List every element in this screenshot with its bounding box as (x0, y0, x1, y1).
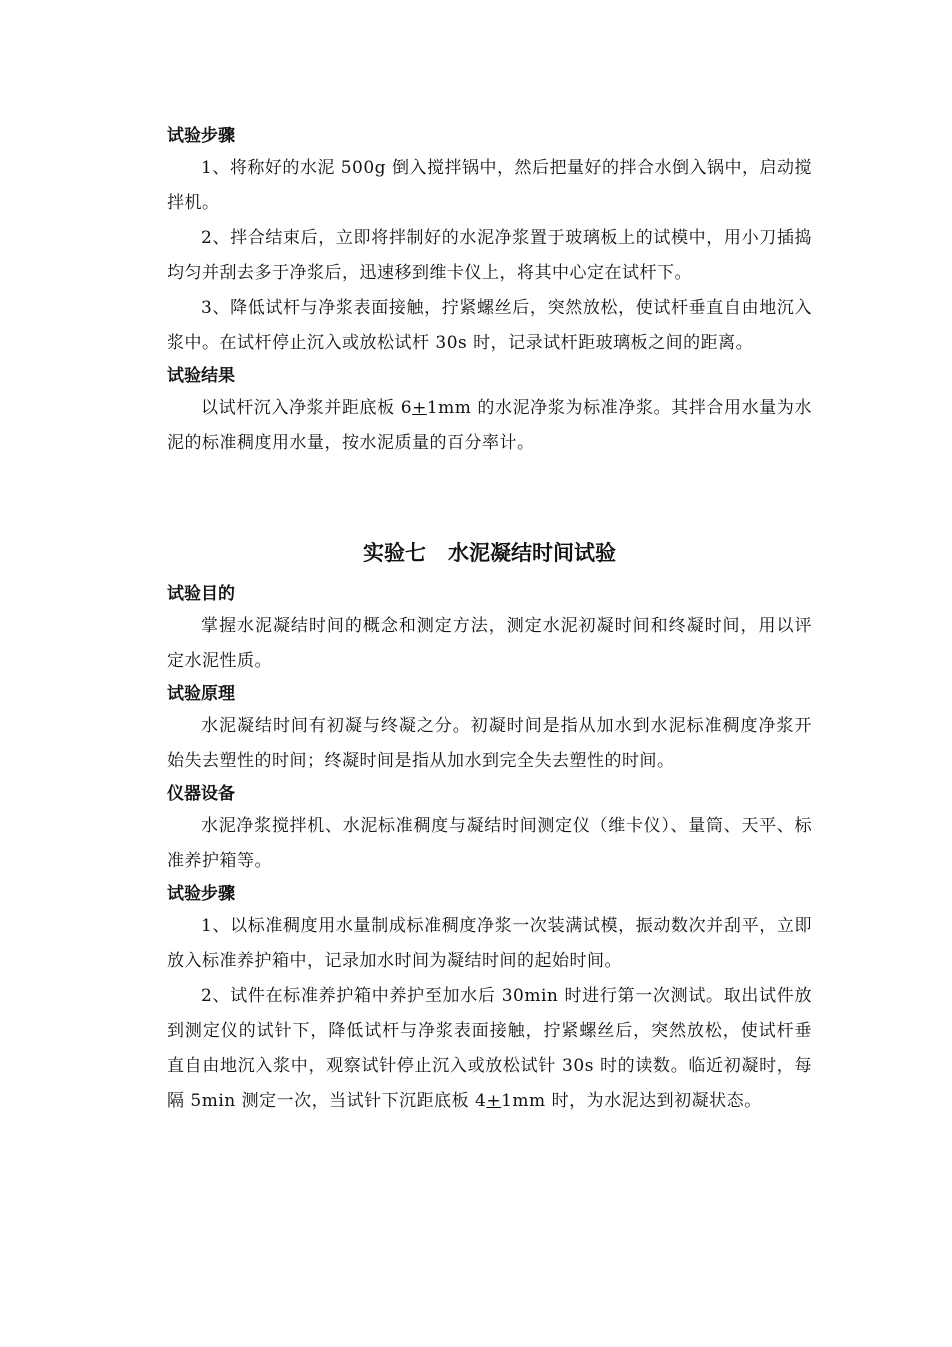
step-1-a: 1、将称好的水泥 500g 倒入搅拌锅中，然后把量好的拌合水倒入锅中，启动搅拌机。 (167, 158, 812, 213)
result-text-before: 以试杆沉入净浆并距底板 6 (201, 398, 413, 418)
plus-minus-symbol: + (412, 398, 427, 418)
step-3-a: 3、降低试杆与净浆表面接触，拧紧螺丝后，突然放松，使试杆垂直自由地沉入浆中。在试杆停止沉入或放松试杆 30s 时，记录试杆距玻璃板之间的距离。 (167, 298, 812, 353)
step-2-a: 2、拌合结束后，立即将拌制好的水泥净浆置于玻璃板上的试模中，用小刀插捣均匀并刮去多于净浆后，迅速移到维卡仪上，将其中心定在试杆下。 (167, 228, 812, 283)
step-2-b-text-after: 1mm 时，为水泥达到初凝状态。 (501, 1091, 762, 1111)
result-text-after: 1mm 的水泥净浆为标准净浆。其拌合用水量为水泥的标准稠度用水量，按水泥质量的百分率计。 (167, 398, 812, 453)
plus-minus-symbol-b: + (486, 1091, 502, 1111)
section-heading-principle: 试验原理 (167, 684, 235, 704)
step-1-b: 1、以标准稠度用水量制成标准稠度净浆一次装满试模，振动数次并刮平，立即放入标准养护箱中，记录加水时间为凝结时间的起始时间。 (167, 916, 812, 971)
result-paragraph (167, 391, 812, 461)
step-2-b-text-before: 2、试件在标准养护箱中养护至加水后 30min 时进行第一次测试。取出试件放到测定仪的试针下，降低试杆与净浆表面接触，拧紧螺丝后，突然放松，使试杆垂直自由地沉入浆中，观察试针停止沉入或放松试针 30s 时的读数。临近初凝时，每隔 5min 测定一次，当试针下沉距底板 4 (167, 986, 812, 1111)
section-heading-steps-a: 试验步骤 (167, 126, 235, 146)
section-heading-steps-b: 试验步骤 (167, 884, 235, 904)
equipment-paragraph: 水泥净浆搅拌机、水泥标准稠度与凝结时间测定仪（维卡仪）、量筒、天平、标准养护箱等。 (167, 816, 812, 871)
step-2-b (167, 979, 812, 1119)
section-heading-purpose: 试验目的 (167, 584, 235, 604)
experiment-title: 实验七 水泥凝结时间试验 (363, 541, 616, 565)
section-heading-equipment: 仪器设备 (167, 784, 235, 804)
document-page (167, 121, 812, 1119)
section-heading-result: 试验结果 (167, 366, 235, 386)
purpose-paragraph: 掌握水泥凝结时间的概念和测定方法，测定水泥初凝时间和终凝时间，用以评定水泥性质。 (167, 616, 812, 671)
principle-paragraph: 水泥凝结时间有初凝与终凝之分。初凝时间是指从加水到水泥标准稠度净浆开始失去塑性的时间；终凝时间是指从加水到完全失去塑性的时间。 (167, 716, 812, 771)
